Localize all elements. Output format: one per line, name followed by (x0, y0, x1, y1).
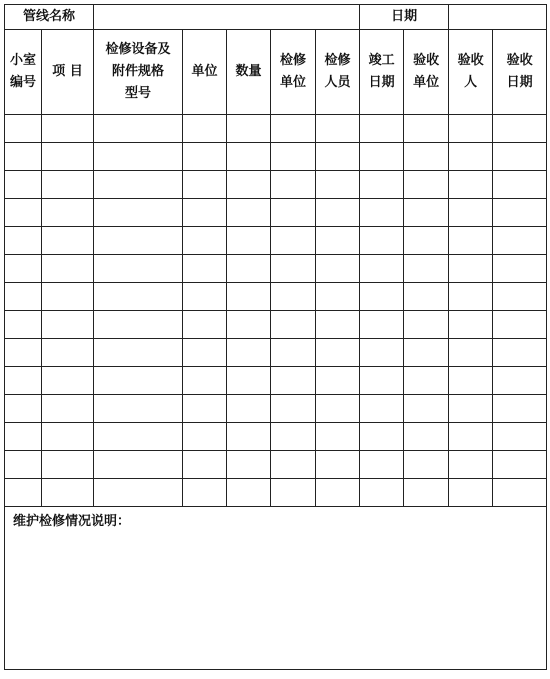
table-cell[interactable] (94, 227, 183, 255)
table-cell[interactable] (316, 423, 360, 451)
table-cell[interactable] (94, 283, 183, 311)
table-row (5, 199, 547, 227)
table-cell[interactable] (271, 311, 316, 339)
table-cell[interactable] (183, 423, 227, 451)
table-cell[interactable] (493, 451, 547, 479)
table-cell[interactable] (227, 339, 271, 367)
table-cell[interactable] (404, 451, 449, 479)
table-cell[interactable] (271, 143, 316, 171)
table-row (5, 339, 547, 367)
table-cell[interactable] (227, 171, 271, 199)
table-cell[interactable] (5, 395, 42, 423)
table-cell[interactable] (316, 367, 360, 395)
table-cell[interactable] (449, 115, 493, 143)
table-cell[interactable] (42, 367, 94, 395)
table-cell[interactable] (5, 339, 42, 367)
table-cell[interactable] (449, 479, 493, 507)
table-cell[interactable] (404, 423, 449, 451)
col-header-acceptor: 验收 人 (449, 30, 493, 115)
table-cell[interactable] (5, 171, 42, 199)
table-cell[interactable] (5, 367, 42, 395)
table-cell[interactable] (5, 423, 42, 451)
table-cell[interactable] (449, 423, 493, 451)
table-cell[interactable] (404, 311, 449, 339)
remarks-label: 维护检修情况说明： (13, 514, 131, 529)
table-cell[interactable] (94, 423, 183, 451)
table-cell[interactable] (316, 451, 360, 479)
table-cell[interactable] (449, 143, 493, 171)
table-cell[interactable] (449, 395, 493, 423)
table-cell[interactable] (316, 171, 360, 199)
table-cell[interactable] (404, 171, 449, 199)
table-cell[interactable] (42, 451, 94, 479)
table-cell[interactable] (94, 479, 183, 507)
table-cell[interactable] (94, 171, 183, 199)
col-header-quantity: 数量 (227, 30, 271, 115)
table-cell[interactable] (493, 395, 547, 423)
table-cell[interactable] (360, 115, 404, 143)
pipeline-name-label: 管线名称 (5, 5, 94, 30)
table-cell[interactable] (360, 283, 404, 311)
table-cell[interactable] (271, 227, 316, 255)
table-cell[interactable] (316, 479, 360, 507)
table-cell[interactable] (183, 395, 227, 423)
table-cell[interactable] (183, 479, 227, 507)
table-cell[interactable] (94, 339, 183, 367)
table-cell[interactable] (227, 227, 271, 255)
table-cell[interactable] (5, 451, 42, 479)
table-cell[interactable] (449, 367, 493, 395)
table-row (5, 255, 547, 283)
table-row (5, 395, 547, 423)
table-cell[interactable] (493, 423, 547, 451)
table-cell[interactable] (449, 311, 493, 339)
table-cell[interactable] (316, 143, 360, 171)
table-cell[interactable] (404, 255, 449, 283)
col-header-acceptance-date: 验收 日期 (493, 30, 547, 115)
table-cell[interactable] (5, 311, 42, 339)
table-cell[interactable] (449, 199, 493, 227)
table-cell[interactable] (42, 199, 94, 227)
title-row (5, 5, 547, 30)
table-cell[interactable] (227, 423, 271, 451)
table-cell[interactable] (360, 255, 404, 283)
table-cell[interactable] (360, 395, 404, 423)
table-cell[interactable] (227, 451, 271, 479)
table-cell[interactable] (316, 115, 360, 143)
table-cell[interactable] (360, 367, 404, 395)
table-cell[interactable] (42, 255, 94, 283)
table-cell[interactable] (449, 171, 493, 199)
table-cell[interactable] (183, 199, 227, 227)
table-cell[interactable] (493, 283, 547, 311)
table-cell[interactable] (449, 227, 493, 255)
table-cell[interactable] (94, 255, 183, 283)
table-cell[interactable] (227, 479, 271, 507)
col-header-unit: 单位 (183, 30, 227, 115)
table-cell[interactable] (493, 115, 547, 143)
table-cell[interactable] (227, 199, 271, 227)
pipeline-name-field[interactable] (94, 5, 360, 30)
table-cell[interactable] (316, 395, 360, 423)
table-cell[interactable] (42, 339, 94, 367)
table-cell[interactable] (316, 311, 360, 339)
table-cell[interactable] (271, 115, 316, 143)
col-header-chamber-no: 小室 编号 (5, 30, 42, 115)
table-cell[interactable] (271, 171, 316, 199)
table-cell[interactable] (271, 199, 316, 227)
table-cell[interactable] (404, 143, 449, 171)
table-cell[interactable] (183, 339, 227, 367)
table-cell[interactable] (94, 115, 183, 143)
table-cell[interactable] (183, 227, 227, 255)
table-cell[interactable] (449, 339, 493, 367)
table-cell[interactable] (360, 199, 404, 227)
date-field[interactable] (449, 5, 547, 30)
table-cell[interactable] (360, 339, 404, 367)
table-cell[interactable] (271, 423, 316, 451)
table-cell[interactable] (493, 367, 547, 395)
table-cell[interactable] (42, 311, 94, 339)
table-cell[interactable] (271, 255, 316, 283)
table-row (5, 171, 547, 199)
table-cell[interactable] (42, 171, 94, 199)
table-cell[interactable] (316, 283, 360, 311)
table-cell[interactable] (493, 199, 547, 227)
table-cell[interactable] (94, 395, 183, 423)
table-cell[interactable] (183, 451, 227, 479)
table-cell[interactable] (227, 283, 271, 311)
table-cell[interactable] (183, 283, 227, 311)
table-cell[interactable] (5, 143, 42, 171)
table-cell[interactable] (42, 423, 94, 451)
table-cell[interactable] (94, 311, 183, 339)
table-cell[interactable] (183, 255, 227, 283)
table-cell[interactable] (404, 395, 449, 423)
table-cell[interactable] (5, 479, 42, 507)
col-header-repair-unit: 检修 单位 (271, 30, 316, 115)
table-cell[interactable] (316, 227, 360, 255)
table-cell[interactable] (493, 255, 547, 283)
table-cell[interactable] (360, 143, 404, 171)
table-cell[interactable] (42, 115, 94, 143)
table-cell[interactable] (493, 171, 547, 199)
table-row (5, 423, 547, 451)
table-cell[interactable] (94, 451, 183, 479)
table-cell[interactable] (360, 423, 404, 451)
table-cell[interactable] (5, 199, 42, 227)
table-cell[interactable] (404, 227, 449, 255)
table-cell[interactable] (183, 171, 227, 199)
table-cell[interactable] (94, 199, 183, 227)
record-table (4, 4, 547, 670)
table-cell[interactable] (449, 283, 493, 311)
table-cell[interactable] (5, 283, 42, 311)
table-cell[interactable] (360, 171, 404, 199)
table-cell[interactable] (42, 395, 94, 423)
table-cell[interactable] (449, 255, 493, 283)
table-cell[interactable] (493, 227, 547, 255)
table-row (5, 115, 547, 143)
data-rows (5, 115, 547, 507)
table-cell[interactable] (183, 311, 227, 339)
table-cell[interactable] (493, 311, 547, 339)
table-row (5, 311, 547, 339)
table-cell[interactable] (404, 367, 449, 395)
table-cell[interactable] (227, 143, 271, 171)
date-label: 日期 (360, 5, 449, 30)
table-cell[interactable] (227, 255, 271, 283)
table-cell[interactable] (360, 479, 404, 507)
remarks-field[interactable] (5, 507, 547, 670)
col-header-repair-staff: 检修 人员 (316, 30, 360, 115)
table-cell[interactable] (316, 255, 360, 283)
table-cell[interactable] (227, 311, 271, 339)
col-header-item: 项 目 (42, 30, 94, 115)
col-header-acceptance-unit: 验收 单位 (404, 30, 449, 115)
table-cell[interactable] (493, 143, 547, 171)
table-cell[interactable] (94, 143, 183, 171)
table-cell[interactable] (449, 451, 493, 479)
table-cell[interactable] (227, 115, 271, 143)
table-row (5, 451, 547, 479)
table-cell[interactable] (183, 115, 227, 143)
table-cell[interactable] (183, 367, 227, 395)
table-cell[interactable] (360, 311, 404, 339)
col-header-completion-date: 竣工 日期 (360, 30, 404, 115)
table-cell[interactable] (271, 395, 316, 423)
table-row (5, 283, 547, 311)
table-cell[interactable] (42, 227, 94, 255)
table-cell[interactable] (227, 395, 271, 423)
table-cell[interactable] (271, 367, 316, 395)
table-cell[interactable] (316, 199, 360, 227)
table-cell[interactable] (271, 479, 316, 507)
table-row (5, 367, 547, 395)
table-cell[interactable] (404, 479, 449, 507)
table-cell[interactable] (183, 143, 227, 171)
table-row (5, 227, 547, 255)
table-cell[interactable] (5, 227, 42, 255)
table-cell[interactable] (271, 451, 316, 479)
table-cell[interactable] (42, 283, 94, 311)
table-cell[interactable] (404, 199, 449, 227)
table-cell[interactable] (404, 339, 449, 367)
table-cell[interactable] (94, 367, 183, 395)
table-cell[interactable] (493, 339, 547, 367)
table-cell[interactable] (493, 479, 547, 507)
table-cell[interactable] (42, 143, 94, 171)
table-cell[interactable] (360, 227, 404, 255)
table-cell[interactable] (42, 479, 94, 507)
table-cell[interactable] (404, 283, 449, 311)
column-header-row (5, 30, 547, 115)
table-row (5, 143, 547, 171)
table-cell[interactable] (360, 451, 404, 479)
table-cell[interactable] (271, 339, 316, 367)
table-cell[interactable] (227, 367, 271, 395)
table-row (5, 479, 547, 507)
table-cell[interactable] (271, 283, 316, 311)
table-cell[interactable] (5, 255, 42, 283)
table-cell[interactable] (316, 339, 360, 367)
table-cell[interactable] (404, 115, 449, 143)
table-cell[interactable] (5, 115, 42, 143)
col-header-equipment-spec: 检修设备及 附件规格 型号 (94, 30, 183, 115)
remarks-row (5, 507, 547, 670)
